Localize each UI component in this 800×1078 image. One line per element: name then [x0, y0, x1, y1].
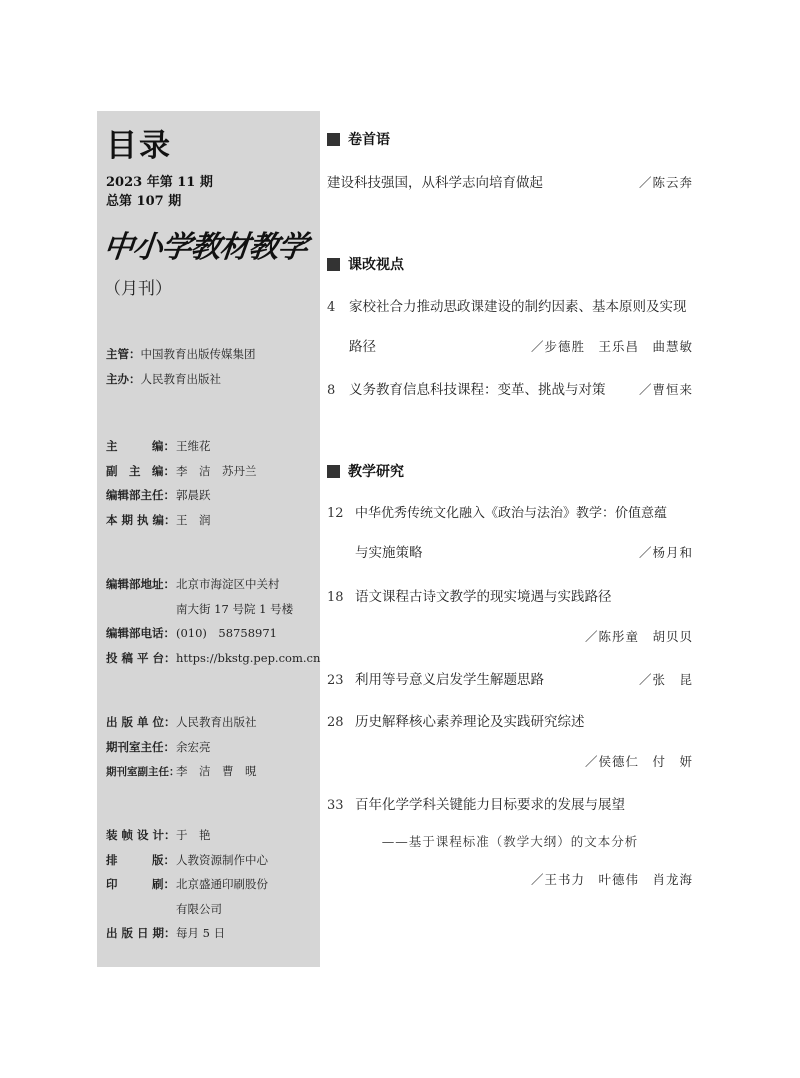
section-heading-research	[327, 461, 404, 481]
address-value-2: 南大街 17 号院 1 号楼	[176, 601, 294, 616]
entry-title: 建设科技强国，从科学志向培育做起	[327, 175, 543, 191]
publisher-block	[106, 710, 257, 785]
chief-editor-key: 主 编：	[106, 439, 175, 453]
address-key: 编辑部地址：	[106, 577, 175, 591]
sponsor-key: 主管：	[106, 347, 141, 361]
toc-entry[interactable]	[327, 668, 693, 688]
periodical-deputy-key: 期刊室副主任：	[106, 766, 180, 778]
entry-page: 12	[327, 506, 344, 521]
entry-page: 4	[327, 300, 336, 315]
design-key: 装 帧 设 计：	[106, 828, 176, 842]
periodical-director-value: 余宏亮	[176, 739, 211, 754]
section-square-icon	[327, 465, 340, 478]
section-title: 教学研究	[348, 464, 404, 480]
entry-author: ／杨月和	[638, 545, 693, 560]
entry-page: 23	[327, 673, 344, 688]
section-title: 卷首语	[348, 132, 390, 148]
platform-value: https://bkstg.pep.com.cn	[176, 650, 321, 665]
entry-author: ／陈彤童 胡贝贝	[584, 629, 693, 644]
date-value: 每月 5 日	[176, 926, 226, 940]
print-value-2: 有限公司	[176, 901, 222, 916]
publisher-value: 人民教育出版社	[176, 715, 257, 729]
entry-title: 中华优秀传统文化融入《政治与法治》教学：价值意蕴	[355, 506, 668, 521]
platform-key: 投 稿 平 台：	[106, 650, 176, 665]
periodical-director-key: 期刊室主任：	[106, 739, 175, 754]
layout-value: 人教资源制作中心	[176, 852, 268, 867]
print-key: 印 刷：	[106, 877, 175, 891]
phone-value: (010) 58758971	[176, 626, 277, 640]
dept-director-key: 编辑部主任：	[106, 488, 175, 502]
sponsor-value: 中国教育出版传媒集团	[140, 347, 256, 361]
design-value: 于 艳	[176, 828, 211, 842]
total-issue: 总第 107 期	[106, 194, 182, 209]
toc-entry[interactable]	[327, 710, 693, 770]
magazine-name-logo: 中小学教材教学	[101, 230, 309, 265]
section-square-icon	[327, 133, 340, 146]
entry-title: 百年化学学科关键能力目标要求的发展与展望	[355, 797, 625, 813]
deputy-editor-key: 副 主 编：	[106, 463, 175, 478]
entry-author: ／曹恒来	[638, 382, 693, 397]
entry-title: 家校社合力推动思政课建设的制约因素、基本原则及实现	[349, 299, 687, 315]
date-key: 出 版 日 期：	[106, 926, 176, 940]
entry-page: 18	[327, 590, 344, 605]
entry-title: 利用等号意义启发学生解题思路	[355, 672, 544, 688]
entry-author: ／陈云奔	[638, 175, 693, 190]
toc-title: 目录	[106, 128, 172, 164]
toc-entry[interactable]	[327, 378, 693, 398]
entry-author: ／张 昆	[638, 672, 693, 687]
address-value-1: 北京市海淀区中关村	[176, 577, 280, 591]
section-heading-reform	[327, 254, 404, 274]
entry-page: 33	[327, 798, 344, 813]
issue-editor-key: 本 期 执 编：	[106, 512, 176, 527]
toc-entry[interactable]	[327, 171, 693, 191]
entry-author: ／步德胜 王乐昌 曲慧敏	[530, 339, 693, 354]
section-title: 课改视点	[348, 257, 404, 273]
entry-title-cont: 与实施策略	[355, 545, 423, 561]
dept-director-value: 郭晨跃	[176, 488, 211, 502]
entry-title: 历史解释核心素养理论及实践研究综述	[355, 714, 585, 730]
frequency: （月刊）	[104, 279, 172, 299]
editors-block	[106, 434, 257, 532]
entry-title-cont: 路径	[349, 339, 376, 355]
entry-title: 语文课程古诗文教学的现实境遇与实践路径	[355, 589, 612, 605]
toc-entry[interactable]	[327, 585, 693, 645]
entry-page: 8	[327, 383, 336, 398]
entry-subtitle: ——基于课程标准（教学大纲）的文本分析	[381, 834, 639, 849]
issue-editor-value: 王 润	[176, 512, 211, 527]
organizer-value: 人民教育出版社	[140, 372, 221, 386]
publisher-key: 出 版 单 位：	[106, 715, 176, 729]
toc-entry[interactable]	[327, 793, 693, 888]
entry-author: ／侯德仁 付 妍	[584, 754, 693, 769]
toc-entry[interactable]	[327, 502, 693, 561]
print-value-1: 北京盛通印刷股份	[176, 877, 268, 891]
entry-page: 28	[327, 715, 344, 730]
entry-author: ／王书力 叶德伟 肖龙海	[530, 872, 693, 887]
section-heading-preface	[327, 129, 390, 149]
organizer-key: 主办：	[106, 372, 141, 386]
layout-key: 排 版：	[106, 852, 175, 867]
sponsor-block	[106, 345, 256, 389]
deputy-editor-value: 李 洁 苏丹兰	[176, 463, 257, 478]
contact-block	[106, 572, 320, 670]
entry-title: 义务教育信息科技课程：变革、挑战与对策	[349, 382, 606, 398]
toc-entry[interactable]	[327, 295, 693, 355]
production-block	[106, 823, 268, 946]
periodical-deputy-value: 李 洁 曹 晛	[176, 764, 257, 778]
phone-key: 编辑部电话：	[106, 626, 175, 640]
section-square-icon	[327, 258, 340, 271]
year-issue: 2023 年第 11 期	[106, 175, 213, 190]
chief-editor-value: 王维花	[176, 439, 211, 453]
